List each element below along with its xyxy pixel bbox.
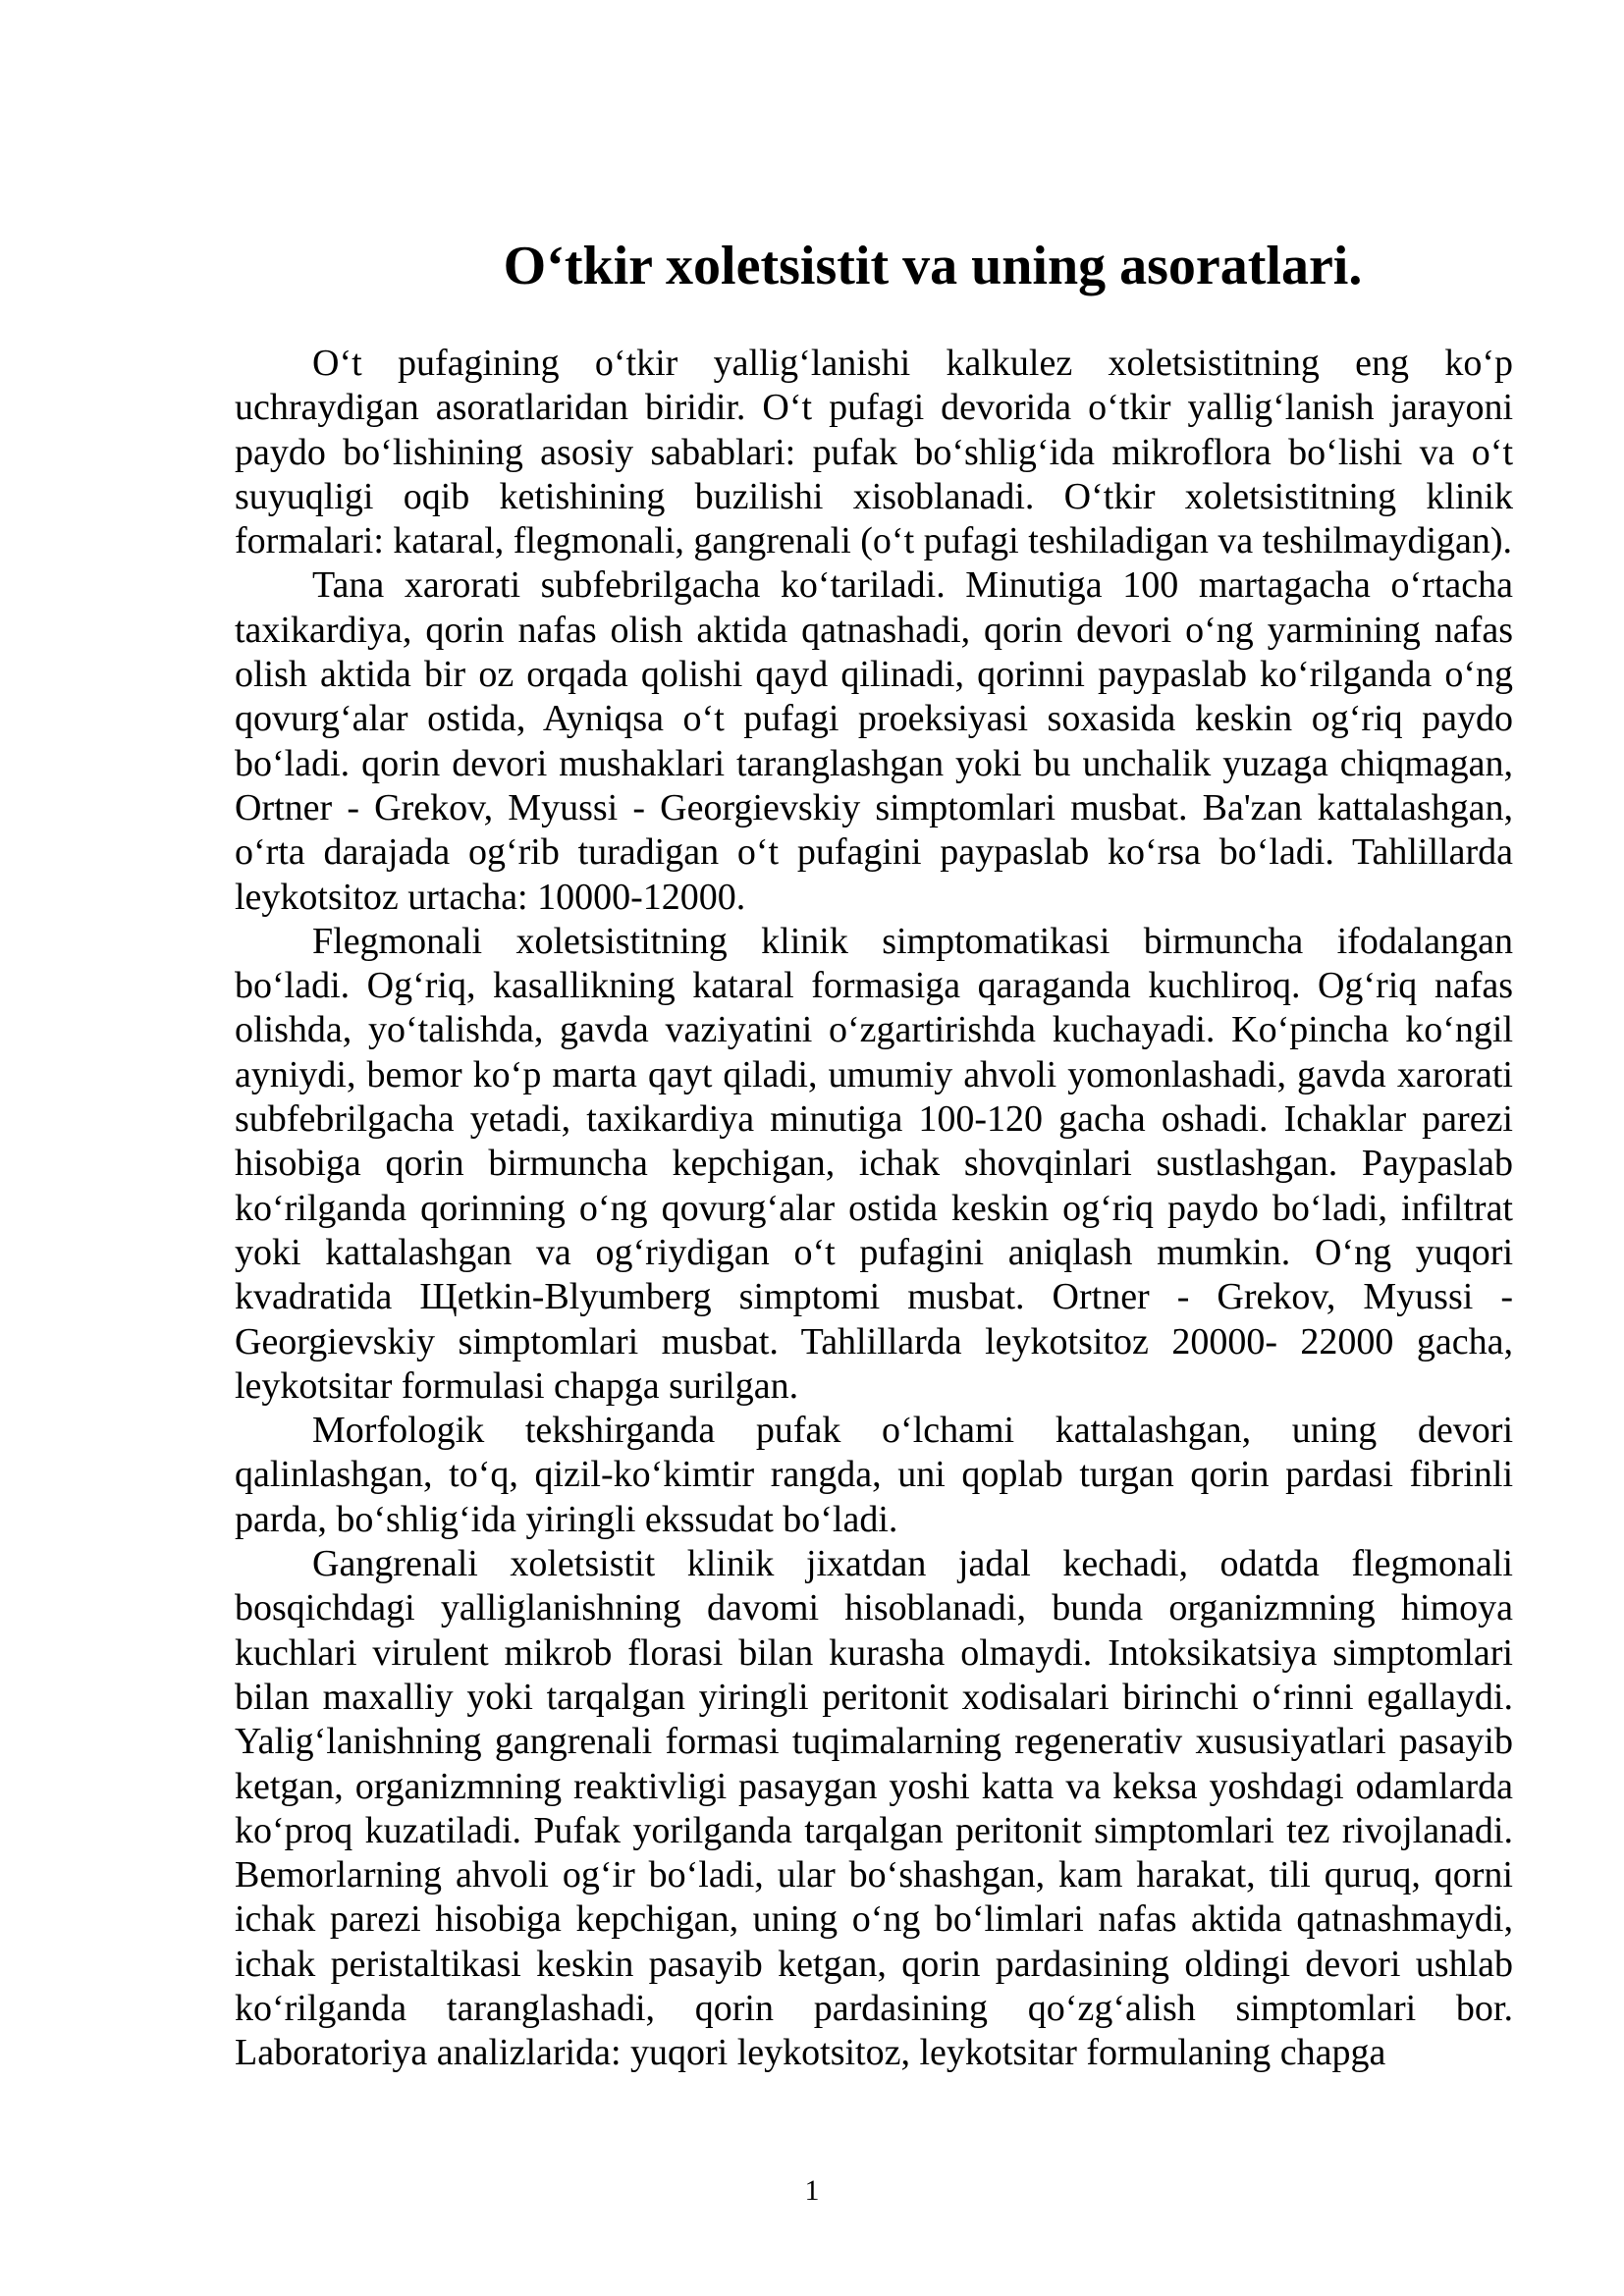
page-number: 1 xyxy=(804,2174,820,2207)
paragraph-2: Tana xarorati subfebrilgacha ko‘tariladi. Minutiga 100 martagacha o‘rtacha taxikardiya, qorin nafas olish aktida qatnashadi, qorin devori o‘ng yarmining nafas olish aktida bir oz orqada qolishi qayd qilinadi, qorinni paypaslab ko‘rilganda o‘ng qovurg‘alar ostida, Ayniqsa o‘t pufagi proeksiyasi soxasida keskin og‘riq paydo bo‘ladi. qorin devori mushaklari taranglashgan yoki bu unchalik yuzaga chiqmagan, Ortner - Grekov, Myussi - Georgievskiy simptomlari musbat. Ba'zan kattalashgan, o‘rta darajada og‘rib turadigan o‘t pufagini paypaslab ko‘rsa bo‘ladi. Tahlillarda leykotsitoz urtacha: 10000-12000. xyxy=(235,564,1513,918)
body-text xyxy=(235,342,1513,2076)
paragraph-1: O‘t pufagining o‘tkir yallig‘lanishi kalkulez xoletsistitning eng ko‘p uchraydigan asoratlaridan biridir. O‘t pufagi devorida o‘tkir yallig‘lanish jarayoni paydo bo‘lishining asosiy sabablari: pufak bo‘shlig‘ida mikroflora bo‘lishi va o‘t suyuqligi oqib ketishining buzilishi xisoblanadi. O‘tkir xoletsistitning klinik formalari: kataral, flegmonali, gangrenali (o‘t pufagi teshiladigan va teshilmaydigan). xyxy=(235,343,1513,562)
paragraph-3: Flegmonali xoletsistitning klinik simptomatikasi birmuncha ifodalangan bo‘ladi. Og‘riq, kasallikning kataral formasiga qaraganda kuchliroq. Og‘riq nafas olishda, yo‘talishda, gavda vaziyatini o‘zgartirishda kuchayadi. Ko‘pincha ko‘ngil ayniydi, bemor ko‘p marta qayt qiladi, umumiy ahvoli yomonlashadi, gavda xarorati subfebrilgacha yetadi, taxikardiya minutiga 100-120 gacha oshadi. Ichaklar parezi hisobiga qorin birmuncha kepchigan, ichak shovqinlari sustlashgan. Paypaslab ko‘rilganda qorinning o‘ng qovurg‘alar ostida keskin og‘riq paydo bo‘ladi, infiltrat yoki kattalashgan va og‘riydigan o‘t pufagini aniqlash mumkin. O‘ng yuqori kvadratida Щetkin-Blyumberg simptomi musbat. Ortner - Grekov, Myussi - Georgievskiy simptomlari musbat. Tahlillarda leykotsitoz 20000- 22000 gacha, leykotsitar formulasi chapga surilgan. xyxy=(235,920,1513,1407)
paragraph-5: Gangrenali xoletsistit klinik jixatdan jadal kechadi, odatda flegmonali bosqichdagi yalliglanishning davomi hisoblanadi, bunda organizmning himoya kuchlari virulent mikrob florasi bilan kurasha olmaydi. Intoksikatsiya simptomlari bilan maxalliy yoki tarqalgan yiringli peritonit xodisalari birinchi o‘rinni egallaydi. Yalig‘lanishning gangrenali formasi tuqimalarning regenerativ xususiyatlari pasayib ketgan, organizmning reaktivligi pasaygan yoshi katta va keksa yoshdagi odamlarda ko‘proq kuzatiladi. Pufak yorilganda tarqalgan peritonit simptomlari tez rivojlanadi. Bemorlarning ahvoli og‘ir bo‘ladi, ular bo‘shashgan, kam harakat, tili quruq, qorni ichak parezi hisobiga kepchigan, uning o‘ng bo‘limlari nafas aktida qatnashmaydi, ichak peristaltikasi keskin pasayib ketgan, qorin pardasining oldingi devori ushlab ko‘rilganda taranglashadi, qorin pardasining qo‘zg‘alish simptomlari bor. Laboratoriya analizlarida: yuqori leykotsitoz, leykotsitar formulaning chapga xyxy=(235,1543,1513,2074)
page-title: O‘tkir xoletsistit va uning asoratlari. xyxy=(503,236,1363,296)
paragraph-4: Morfologik tekshirganda pufak o‘lchami kattalashgan, uning devori qalinlashgan, to‘q, qizil-ko‘kimtir rangda, uni qoplab turgan qorin pardasi fibrinli parda, bo‘shlig‘ida yiringli ekssudat bo‘ladi. xyxy=(235,1410,1513,1540)
